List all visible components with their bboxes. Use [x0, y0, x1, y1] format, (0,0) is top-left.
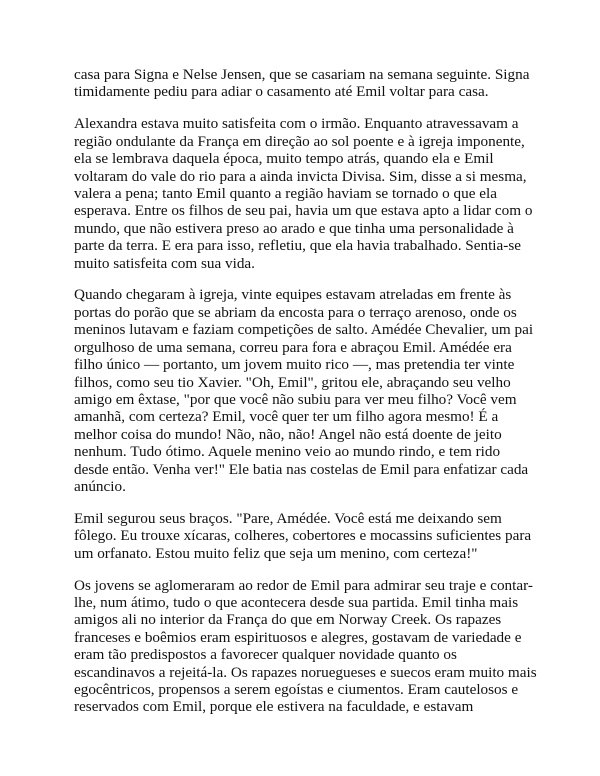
text-line: orgulhoso de uma semana, correu para fora e abraçou Emil. Amédée era — [74, 338, 512, 356]
text-line: fôlego. Eu trouxe xícaras, colheres, cobertores e mocassins suficientes para — [74, 527, 532, 545]
text-line: portas do porão que se abriam da encosta para o terraço arenoso, onde os — [74, 303, 517, 321]
text-line: filho único — portanto, um jovem muito rico —, mas pretendia ter vinte — [74, 356, 515, 374]
document-body — [74, 66, 544, 730]
paragraph-5 — [74, 577, 544, 716]
text-line: voltaram do vale do rio para a ainda invicta Divisa. Sim, disse a si mesma, — [74, 167, 527, 185]
text-line: nenhum. Tudo ótimo. Aquele menino veio ao mundo rindo, e tem rido — [74, 443, 501, 461]
text-line: amanhã, com certeza? Emil, você quer ter um filho agora mesmo! É a — [74, 408, 499, 426]
text-line: casa para Signa e Nelse Jensen, que se casariam na semana seguinte. Signa — [74, 66, 530, 83]
text-line: parte da terra. E era para isso, refletiu, que ela havia trabalhado. Sentia-se — [74, 237, 521, 255]
paragraph-3 — [74, 286, 544, 495]
paragraph-1 — [74, 66, 544, 101]
text-line: egocêntricos, propensos a serem egoístas e ciumentos. Eram cautelosos e — [74, 681, 519, 698]
text-line: Alexandra estava muito satisfeita com o irmão. Enquanto atravessavam a — [74, 115, 519, 133]
text-line: lhe, num átimo, tudo o que acontecera desde sua partida. Emil tinha mais — [74, 593, 519, 611]
text-line: timidamente pediu para adiar o casamento até Emil voltar para casa. — [74, 83, 489, 101]
text-line: mundo, que não estivera preso ao arado e que tinha uma personalidade à — [74, 219, 514, 237]
text-line: franceses e boêmios eram espirituosos e alegres, gostavam de variedade e — [74, 628, 522, 646]
text-line: meninos lutavam e faziam competições de salto. Amédée Chevalier, um pai — [74, 321, 534, 339]
text-line: valera a pena; tanto Emil quanto a região haviam se tornado o que ela — [74, 184, 497, 202]
text-line: muito satisfeita com sua vida. — [74, 254, 255, 272]
text-line: anúncio. — [74, 477, 126, 495]
paragraph-2 — [74, 115, 544, 272]
text-line: desde então. Venha ver!" Ele batia nas costelas de Emil para enfatizar cada — [74, 460, 529, 478]
text-line: reservados com Emil, porque ele estivera na faculdade, e estavam — [74, 698, 474, 716]
paragraph-4 — [74, 510, 544, 562]
text-line: um orfanato. Estou muito feliz que seja um menino, com certeza!" — [74, 544, 478, 562]
text-line: região ondulante da França em direção ao sol poente e à igreja imponente, — [74, 132, 525, 150]
text-line: amigo em êxtase, "por que você não subiu para ver meu filho? Você vem — [74, 390, 517, 408]
text-line: Quando chegaram à igreja, vinte equipes estavam atreladas em frente às — [74, 286, 512, 304]
text-line: filhos, como seu tio Xavier. "Oh, Emil", gritou ele, abraçando seu velho — [74, 373, 511, 391]
text-line: ela se lembrava daquela época, muito tempo atrás, quando ela e Emil — [74, 150, 494, 168]
text-line: escandinavos a rejeitá-la. Os rapazes noruegueses e suecos eram muito mais — [74, 663, 537, 681]
text-line: Emil segurou seus braços. "Pare, Amédée. Você está me deixando sem — [74, 509, 502, 527]
text-line: amigos ali no interior da França do que em Norway Creek. Os rapazes — [74, 611, 502, 629]
text-line: melhor coisa do mundo! Não, não, não! Angel não está doente de jeito — [74, 425, 502, 443]
text-line: eram tão predispostos a favorecer qualquer novidade quanto os — [74, 646, 457, 664]
text-line: Os jovens se aglomeraram ao redor de Emil para admirar seu traje e contar- — [74, 576, 533, 594]
text-line: esperava. Entre os filhos de seu pai, havia um que estava apto a lidar com o — [74, 202, 533, 220]
